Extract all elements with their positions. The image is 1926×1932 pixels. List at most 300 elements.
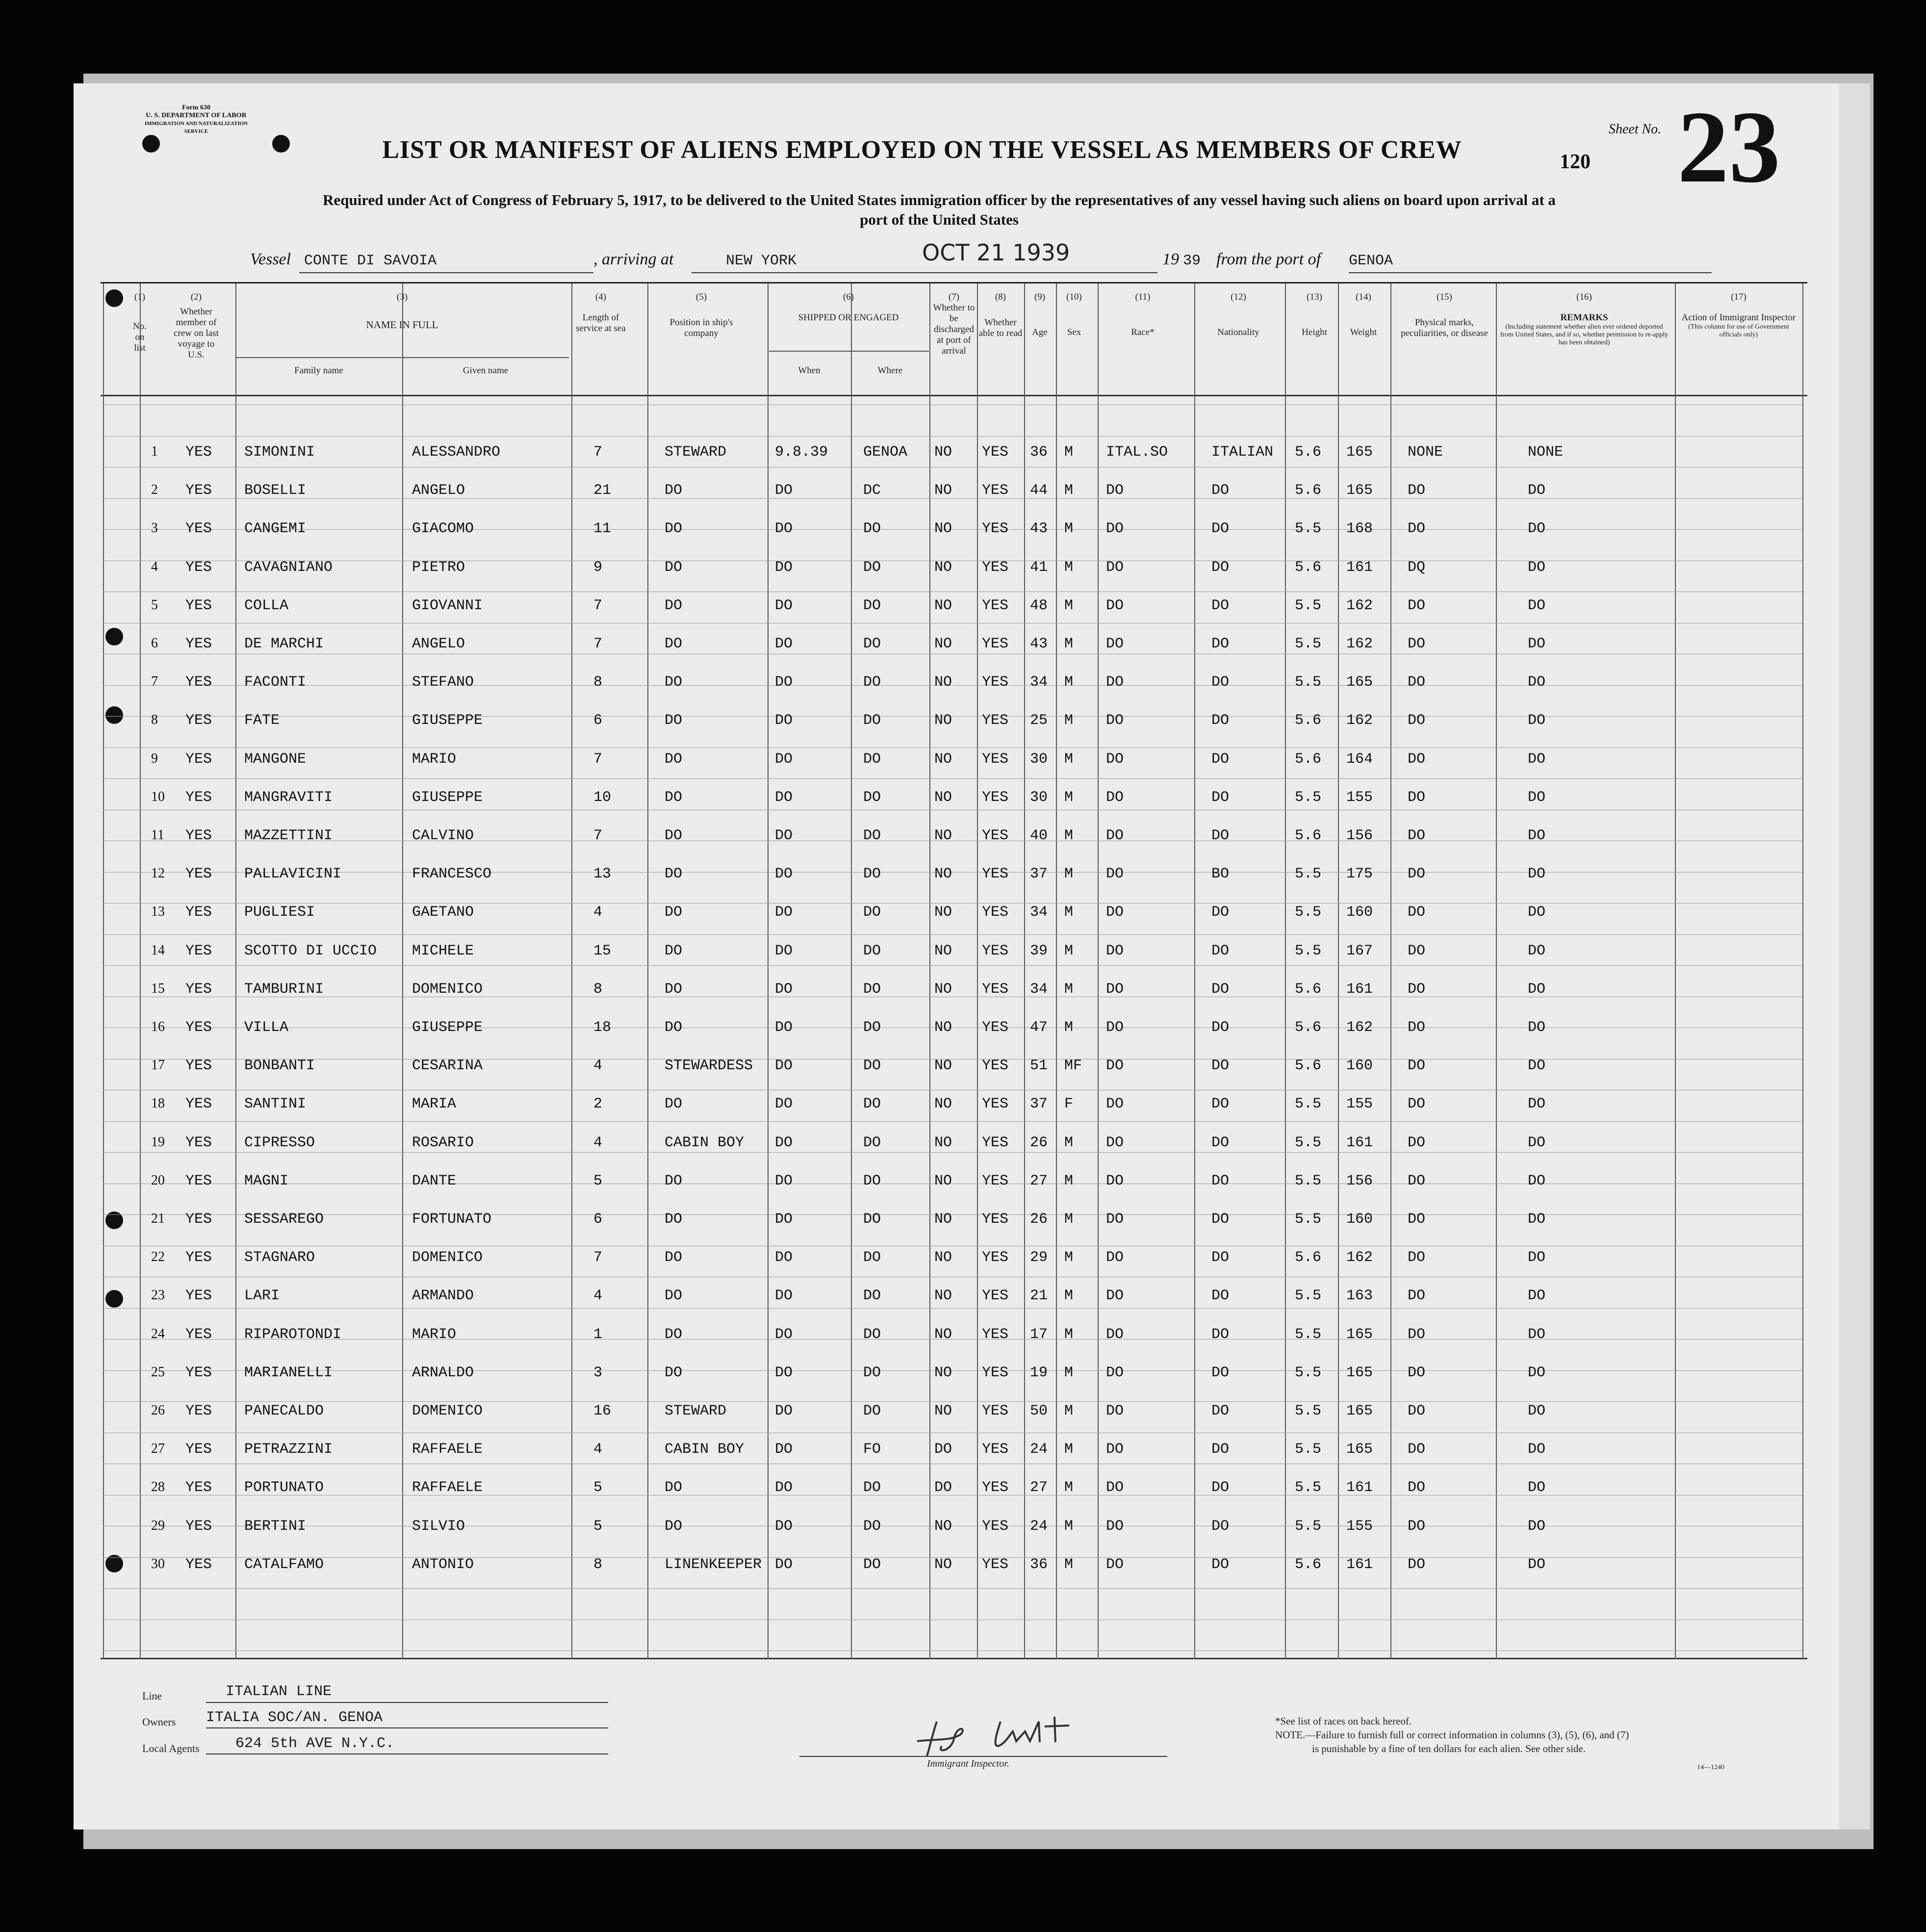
nationality: DO [1211,1096,1230,1113]
weight: 155 [1346,1096,1373,1113]
race: DO [1106,1057,1124,1075]
sex: M [1064,1211,1074,1228]
shipped-when: DO [775,712,793,729]
table-top-border [101,282,1807,283]
discharged: NO [934,712,952,729]
crew-flag: YES [185,674,212,691]
col-num: (4) [595,292,607,302]
crew-flag: YES [185,1134,212,1151]
shipped-when: DO [775,636,793,652]
col-note: (This column for use of Government officials only) [1688,323,1789,338]
physical-marks: DO [1408,750,1426,768]
shipped-where: DO [863,559,881,576]
height: 5.6 [1295,712,1322,729]
col-num: (8) [995,292,1006,302]
service-length: 21 [593,482,612,499]
height: 5.5 [1295,1518,1322,1535]
shipped-when: DO [775,1288,793,1305]
row-number: 28 [151,1479,165,1495]
given-name: FRANCESCO [412,866,492,883]
shipped-where: DO [863,1249,881,1266]
col-label: Whether to be discharged at port of arrival [933,303,975,356]
shipped-when: DO [775,1479,793,1496]
race: DO [1106,980,1124,998]
able-to-read: YES [982,1249,1009,1266]
crew-flag: YES [185,1556,212,1573]
height: 5.5 [1295,1288,1322,1305]
height: 5.5 [1295,1441,1322,1458]
physical-marks: DO [1408,520,1426,538]
physical-marks: DO [1408,597,1426,614]
col-family-header: Family name [294,365,343,376]
shipped-when: DO [775,1019,793,1036]
col-num: (17) [1731,292,1746,302]
remarks: DO [1528,1326,1546,1343]
shipped-when: DO [775,1096,793,1113]
nationality: DO [1211,1172,1230,1189]
sex: M [1064,1403,1074,1419]
shipped-when: DO [775,597,793,614]
race: DO [1106,942,1124,959]
discharged: NO [934,482,952,499]
nationality: DO [1211,482,1230,499]
sex: M [1064,1479,1074,1496]
discharged: NO [934,1556,952,1573]
service-length: 7 [593,444,603,461]
shipped-where: DO [863,1364,881,1381]
age: 30 [1030,789,1048,806]
column-divider [851,283,852,1659]
column-divider [1496,283,1497,1659]
age: 34 [1030,674,1048,691]
physical-marks: DO [1408,904,1426,921]
position: DO [665,827,683,844]
remarks: DO [1528,866,1546,883]
age: 48 [1030,597,1048,614]
physical-marks: DO [1408,636,1426,652]
sex: M [1064,1518,1074,1535]
remarks: DO [1528,904,1546,921]
shipped-where: DO [863,1211,881,1228]
sex: M [1064,980,1074,998]
race: DO [1106,1326,1124,1343]
col-label: Race* [1131,327,1155,337]
from-port-label: from the port of [1216,250,1321,268]
penalty-note-2: is punishable by a fine of ten dollars for each alien. See other side. [1312,1743,1586,1754]
position: STEWARD [665,444,727,461]
physical-marks: DO [1408,1172,1426,1189]
discharged: NO [934,980,952,998]
crew-flag: YES [185,827,212,844]
col-num: (13) [1307,292,1322,302]
nationality: DO [1211,1479,1230,1496]
nationality: DO [1211,1249,1230,1266]
col-label: REMARKS [1560,312,1608,323]
crew-flag: YES [185,1172,212,1189]
height: 5.5 [1295,1326,1322,1343]
nationality: DO [1211,750,1230,768]
shipped-when: DO [775,1249,793,1266]
family-name: SCOTTO DI UCCIO [244,942,377,959]
able-to-read: YES [982,1479,1009,1496]
age: 43 [1030,636,1048,652]
physical-marks: DO [1408,1019,1426,1036]
remarks: DO [1528,559,1546,576]
remarks: DO [1528,980,1546,998]
height: 5.6 [1295,1556,1322,1573]
weight: 165 [1346,674,1373,691]
service-length: 8 [593,674,603,691]
age: 36 [1030,1556,1048,1573]
family-name: SIMONINI [244,444,315,461]
family-name: MANGRAVITI [244,789,333,806]
nationality: DO [1211,520,1230,538]
row-number: 9 [151,750,158,766]
weight: 160 [1346,1211,1373,1228]
position: DO [665,904,683,921]
age: 39 [1030,942,1048,959]
height: 5.5 [1295,674,1322,691]
shipped-when: DO [775,674,793,691]
owners-value: ITALIA SOC/AN. GENOA [206,1709,383,1726]
shipped-where: DO [863,1019,881,1036]
given-name: CESARINA [412,1057,483,1075]
row-ruling [103,872,1802,873]
sex: M [1064,674,1074,691]
height: 5.5 [1295,904,1322,921]
family-name: MAGNI [244,1172,289,1189]
column-divider [1056,283,1057,1659]
row-number: 8 [151,712,158,728]
sheet-label: Sheet No. [1609,122,1662,137]
shipped-when: DO [775,1518,793,1535]
remarks: DO [1528,1364,1546,1381]
col-nationality-header [1197,292,1280,338]
crew-flag: YES [185,520,212,538]
remarks: DO [1528,482,1546,499]
service-length: 18 [593,1019,612,1036]
nationality: DO [1211,559,1230,576]
col-no-header [130,292,150,354]
col-label: Weight [1350,327,1377,337]
remarks: DO [1528,789,1546,806]
shipped-when: DO [775,980,793,998]
given-name: DANTE [412,1172,457,1189]
vessel-underline [299,272,593,273]
print-code: 14—1240 [1697,1764,1724,1771]
remarks: DO [1528,1172,1546,1189]
nationality: DO [1211,636,1230,652]
remarks: DO [1528,1134,1546,1151]
remarks: DO [1528,1518,1546,1535]
position: DO [665,674,683,691]
family-name: VILLA [244,1019,289,1036]
weight: 165 [1346,1326,1373,1343]
physical-marks: DO [1408,1556,1426,1573]
row-ruling [103,1557,1802,1558]
family-name: PALLAVICINI [244,866,342,883]
family-name: DE MARCHI [244,636,324,652]
shipped-where: FO [863,1441,881,1458]
able-to-read: YES [982,559,1009,576]
able-to-read: YES [982,1441,1009,1458]
weight: 156 [1346,1172,1373,1189]
service-name: IMMIGRATION AND NATURALIZATION SERVICE [144,121,248,134]
family-name: STAGNARO [244,1249,315,1266]
col-label: Physical marks, peculiarities, or disease [1401,317,1488,338]
given-name: GIOVANNI [412,597,483,614]
race: DO [1106,1134,1124,1151]
nationality: DO [1211,1556,1230,1573]
sex: M [1064,1019,1074,1036]
shipped-where: DO [863,789,881,806]
col-num: (15) [1437,292,1452,302]
able-to-read: YES [982,1211,1009,1228]
given-name: ARMANDO [412,1288,474,1305]
remarks: DO [1528,1057,1546,1075]
sex: M [1064,827,1074,844]
punch-hole [105,628,123,645]
race: DO [1106,597,1124,614]
position: DO [665,1288,683,1305]
col-label: No. on list [133,321,147,353]
family-name: CAVAGNIANO [244,559,333,576]
weight: 155 [1346,789,1373,806]
given-name: STEFANO [412,674,474,691]
col-label: Action of Immigrant Inspector [1681,312,1796,323]
shipped-when: DO [775,1057,793,1075]
weight: 156 [1346,827,1373,844]
row-ruling [103,1401,1802,1402]
column-divider [103,283,104,1659]
department-name: U. S. DEPARTMENT OF LABOR [146,112,247,119]
row-number: 20 [151,1172,165,1188]
height: 5.5 [1295,866,1322,883]
crew-flag: YES [185,559,212,576]
race: DO [1106,1479,1124,1496]
sheet-number: 23 [1677,90,1780,204]
punch-hole [142,135,160,153]
remarks: DO [1528,1479,1546,1496]
height: 5.6 [1295,827,1322,844]
physical-marks: DO [1408,942,1426,959]
row-ruling [103,1152,1802,1153]
able-to-read: YES [982,827,1009,844]
race: DO [1106,559,1124,576]
height: 5.5 [1295,520,1322,538]
age: 27 [1030,1479,1048,1496]
crew-flag: YES [185,750,212,768]
row-ruling [103,685,1802,686]
race: DO [1106,1249,1124,1266]
nationality: DO [1211,789,1230,806]
service-length: 5 [593,1518,603,1535]
row-ruling [103,529,1802,530]
age: 25 [1030,712,1048,729]
row-ruling [103,965,1802,966]
position: DO [665,942,683,959]
height: 5.6 [1295,1057,1322,1075]
row-ruling [103,498,1802,499]
physical-marks: DO [1408,866,1426,883]
shipped-when: DO [775,1556,793,1573]
able-to-read: YES [982,482,1009,499]
physical-marks: NONE [1408,444,1443,461]
col-num: (16) [1576,292,1592,302]
physical-marks: DO [1408,1057,1426,1075]
physical-marks: DO [1408,1403,1426,1419]
race: DO [1106,866,1124,883]
age: 19 [1030,1364,1048,1381]
remarks: DO [1528,942,1546,959]
able-to-read: YES [982,750,1009,768]
row-number: 15 [151,980,165,996]
row-ruling [103,1370,1802,1371]
family-name: BONBANTI [244,1057,315,1075]
shipped-when: DO [775,942,793,959]
given-name: RAFFAELE [412,1441,483,1458]
given-name: GIUSEPPE [412,1019,483,1036]
col-sex-header [1057,292,1091,338]
given-name: FORTUNATO [412,1211,492,1228]
given-name: DOMENICO [412,1403,483,1419]
row-number: 26 [151,1403,165,1418]
discharged: NO [934,1057,952,1075]
row-ruling [103,747,1802,748]
shipped-where: DO [863,1096,881,1113]
discharged: NO [934,444,952,461]
position: DO [665,1326,683,1343]
discharged: NO [934,559,952,576]
height: 5.5 [1295,597,1322,614]
col-num: (11) [1135,292,1151,302]
age: 24 [1030,1518,1048,1535]
weight: 162 [1346,1019,1373,1036]
weight: 162 [1346,712,1373,729]
able-to-read: YES [982,1403,1009,1419]
sex: M [1064,1441,1074,1458]
race: DO [1106,636,1124,652]
row-ruling [103,1339,1802,1340]
sex: M [1064,520,1074,538]
remarks: DO [1528,520,1546,538]
given-name: MARIA [412,1096,457,1113]
column-divider [1285,283,1286,1659]
position: DO [665,1518,683,1535]
weight: 161 [1346,980,1373,998]
family-name: CIPRESSO [244,1134,315,1151]
race: DO [1106,827,1124,844]
inspector-label: Immigrant Inspector. [927,1758,1009,1769]
shipped-where: DO [863,904,881,921]
service-length: 5 [593,1479,603,1496]
physical-marks: DO [1408,1518,1426,1535]
crew-flag: YES [185,1403,212,1419]
sex: M [1064,559,1074,576]
nationality: DO [1211,1211,1230,1228]
shipped-where: DO [863,674,881,691]
arriving-underline [692,272,947,273]
remarks: DO [1528,712,1546,729]
position: DO [665,789,683,806]
position: CABIN BOY [665,1134,745,1151]
sex: M [1064,636,1074,652]
row-ruling [103,934,1802,935]
row-number: 25 [151,1364,165,1380]
service-length: 6 [593,1211,603,1228]
from-underline [1349,272,1712,273]
weight: 155 [1346,1518,1373,1535]
column-divider [768,283,769,1659]
nationality: DO [1211,1288,1230,1305]
col-service-header [574,292,628,334]
column-divider [140,283,141,1659]
shipped-when: DO [775,1326,793,1343]
col-num: (9) [1034,292,1046,302]
position: DO [665,1019,683,1036]
row-ruling [103,778,1802,779]
col-height-header [1290,292,1339,338]
race: DO [1106,904,1124,921]
discharged: NO [934,827,952,844]
col-given-header: Given name [462,365,509,376]
discharged: NO [934,1364,952,1381]
col-label: Length of service at sea [576,312,626,334]
able-to-read: YES [982,1326,1009,1343]
nationality: DO [1211,1518,1230,1535]
age: 34 [1030,980,1048,998]
family-name: FACONTI [244,674,307,691]
able-to-read: YES [982,444,1009,461]
given-name: ANTONIO [412,1556,474,1573]
inspector-underline [799,1756,1167,1757]
nationality: DO [1211,827,1230,844]
col-num: (5) [695,292,707,302]
column-divider [1390,283,1391,1659]
discharged: NO [934,1211,952,1228]
discharged: NO [934,1172,952,1189]
service-length: 11 [593,520,612,538]
remarks: DO [1528,1211,1546,1228]
service-length: 7 [593,1249,603,1266]
vessel-label: Vessel [250,250,291,268]
physical-marks: DO [1408,827,1426,844]
nationality: DO [1211,1057,1230,1075]
remarks: DO [1528,1556,1546,1573]
remarks: DO [1528,674,1546,691]
column-divider [1675,283,1676,1659]
able-to-read: YES [982,1019,1009,1036]
family-name: COLLA [244,597,289,614]
year-prefix: 19 [1162,250,1179,268]
discharged: DO [934,1441,952,1458]
shipped-where: DO [863,866,881,883]
col-label: SHIPPED OR ENGAGED [798,312,899,323]
able-to-read: YES [982,942,1009,959]
crew-flag: YES [185,1249,212,1266]
discharged: NO [934,1288,952,1305]
crew-flag: YES [185,1441,212,1458]
given-name: SILVIO [412,1518,465,1535]
row-ruling [103,716,1802,717]
punch-hole [105,1290,123,1308]
race: DO [1106,712,1124,729]
family-name: FATE [244,712,280,729]
remarks: DO [1528,1441,1546,1458]
service-length: 8 [593,1556,603,1573]
discharged: NO [934,942,952,959]
able-to-read: YES [982,1057,1009,1075]
